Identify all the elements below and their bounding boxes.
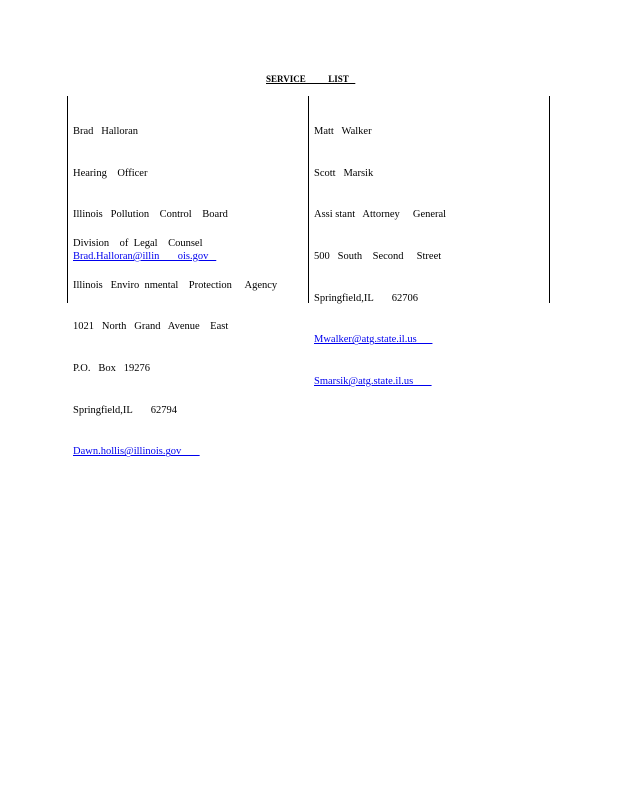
entry-division: Division of Legal Counsel: [73, 237, 203, 249]
email-link-walker[interactable]: Mwalker@atg.state.il.us: [314, 334, 433, 346]
page-title: SERVICE LIST: [266, 74, 356, 84]
entry-city: Springfield,IL 62794: [73, 404, 178, 416]
entry-name: Brad Halloran: [73, 125, 139, 137]
service-entry-iepa: [73, 209, 277, 473]
right-border-rule: [549, 96, 550, 303]
column-divider-rule: [308, 96, 309, 303]
entry-street: 500 South Second Street: [314, 250, 442, 262]
email-link-halloran[interactable]: Brad.Halloran@illin ois.gov: [73, 250, 217, 262]
email-link-hollis[interactable]: Dawn.hollis@illinois.gov: [73, 446, 200, 458]
entry-agency: Illinois Enviro nmental Protection Agency: [73, 279, 278, 291]
left-border-rule: [67, 96, 68, 303]
entry-role: Hearing Officer: [73, 167, 148, 179]
entry-city: Springfield,IL 62706: [314, 292, 419, 304]
email-link-marsik[interactable]: Smarsik@atg.state.il.us: [314, 376, 432, 388]
service-entry-walker-marsik: [314, 97, 446, 403]
entry-name-marsik: Scott Marsik: [314, 167, 374, 179]
entry-organization: Illinois Pollution Control Board: [73, 209, 228, 221]
entry-street: 1021 North Grand Avenue East: [73, 321, 229, 333]
entry-pobox: P.O. Box 19276: [73, 362, 151, 374]
entry-name-walker: Matt Walker: [314, 125, 372, 137]
entry-role: Assi stant Attorney General: [314, 209, 447, 221]
